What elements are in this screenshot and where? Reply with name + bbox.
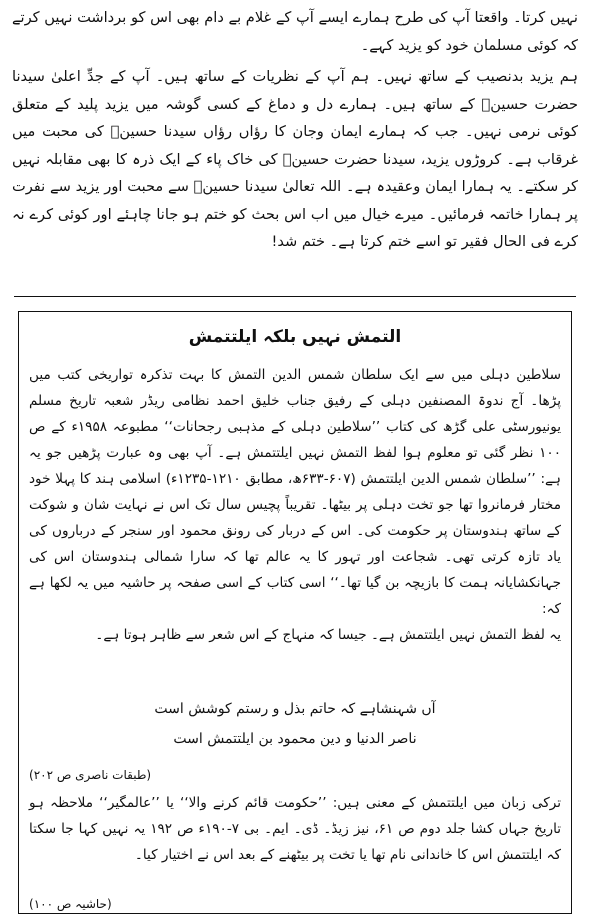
paragraph: ترکی زبان میں ایلتتمش کے معنی ہیں: ’’حکومت قائم کرنے والا‘‘ یا ’’عالمگیر‘‘ ملاحظہ ہو تاریخ جہاں کشا جلد دوم ص ۶۱، نیز زیڈ۔ ڈی۔ ایم۔ بی ۷-۱۹۰ء ص ۱۹۲ یہ نہیں کہا جا سکتا کہ ایلتتمش اس کا خاندانی نام تھا یا تخت پر بیٹھنے کے بعد اس نے اختیار کیا۔	[29, 795, 562, 863]
citation: (حاشیہ ص ۱۰۰)	[29, 897, 112, 911]
paragraph: یہ لفظ التمش نہیں ایلتتمش ہے۔ جیسا کہ منہاج کے اس شعر سے ظاہر ہوتا ہے۔	[95, 627, 561, 643]
boxed-article	[18, 311, 572, 914]
verse-line: آں شہنشاہے کہ حاتم بذل و رستم کوشش است	[154, 701, 436, 717]
upper-text-block	[12, 4, 578, 256]
paragraph: نہیں کرتا۔ واقعتا آپ کی طرح ہمارے ایسے آپ کے غلام بے دام بھی اس کو برداشت نہیں کرتے کہ کوئی مسلمان خود کو یزید کہے۔	[12, 9, 578, 54]
paragraph: ہم یزید بدنصیب کے ساتھ نہیں۔ ہم آپ کے نظریات کے ساتھ ہیں۔ آپ کے جدِّ اعلیٰ سیدنا حضرت حسینؓ کے ساتھ ہیں۔ ہمارے دل و دماغ کے کسی گوشہ میں یزید پلید کے متعلق کوئی نرمی نہیں۔ جب کہ ہمارے ایمان وجان کا رؤاں رؤاں سیدنا حسینؓ کی محبت میں غرقاب ہے۔ کروڑوں یزید، سیدنا حضرت حسینؓ کی خاک پاء کے ایک ذرہ کا بھی مقابلہ نہیں کر سکتے۔ یہ ہمارا ایمان وعقیدہ ہے۔ اللہ تعالیٰ سیدنا حسینؓ سے محبت اور یزید سے نفرت پر ہمارا خاتمہ فرمائیں۔ میرے خیال میں اب اس بحث کو ختم ہو جانا چاہئے اور کوئی کرے نہ کرے فی الحال فقیر تو اسے ختم کرتا ہے۔ ختم شد!	[12, 68, 578, 250]
article-body	[29, 362, 561, 648]
citation: (طبقات ناصری ص ۲۰۲)	[29, 768, 152, 782]
article-title: التمش نہیں بلکہ ایلتتمش	[188, 327, 402, 347]
paragraph: سلاطین دہلی میں سے ایک سلطان شمس الدین التمش کا بہت تذکرہ تواریخی کتب میں پڑھا۔ آج ندوۃ المصنفین دہلی کے رفیق جناب خلیق احمد نظامی ریڈر شعبہ تاریخ مسلم یونیورسٹی علی گڑھ کی کتاب ’’سلاطین دہلی کے مذہبی رجحانات‘‘ مطبوعہ ۱۹۵۸ء کے ص ۱۰۰ نظر گئی تو معلوم ہوا لفظ التمش نہیں ایلتتمش ہے۔ آپ بھی وہ عبارت پڑھیں جو یہ ہے: ’’سلطان شمس الدین ایلتتمش (۶۰۷-۶۳۳ھ، مطابق ۱۲۱۰-۱۲۳۵ء) اسلامی ہند کا پہلا خود مختار فرمانروا تھا جو تخت دہلی پر بیٹھا۔ تقریباً پچیس سال تک اس نے نہایت شان و شوکت کے ساتھ ہندوستان پر حکومت کی۔ اس کے دربار کی رونق محمود اور سنجر کے درباروں کی یاد تازہ کرتی تھی۔ شجاعت اور تہور کا یہ عالم تھا کہ سارا شمالی ہندوستان اس کی جہانکشایانہ ہمت کا بازیچہ بن گیا تھا۔‘‘ اسی کتاب کے اسی صفحہ پر حاشیہ میں یہ لکھا ہے کہ:	[29, 367, 562, 617]
article-body-continued	[29, 790, 561, 868]
verse-line: ناصر الدنیا و دین محمود بن ایلتتمش است	[173, 731, 417, 747]
section-divider	[14, 296, 576, 297]
